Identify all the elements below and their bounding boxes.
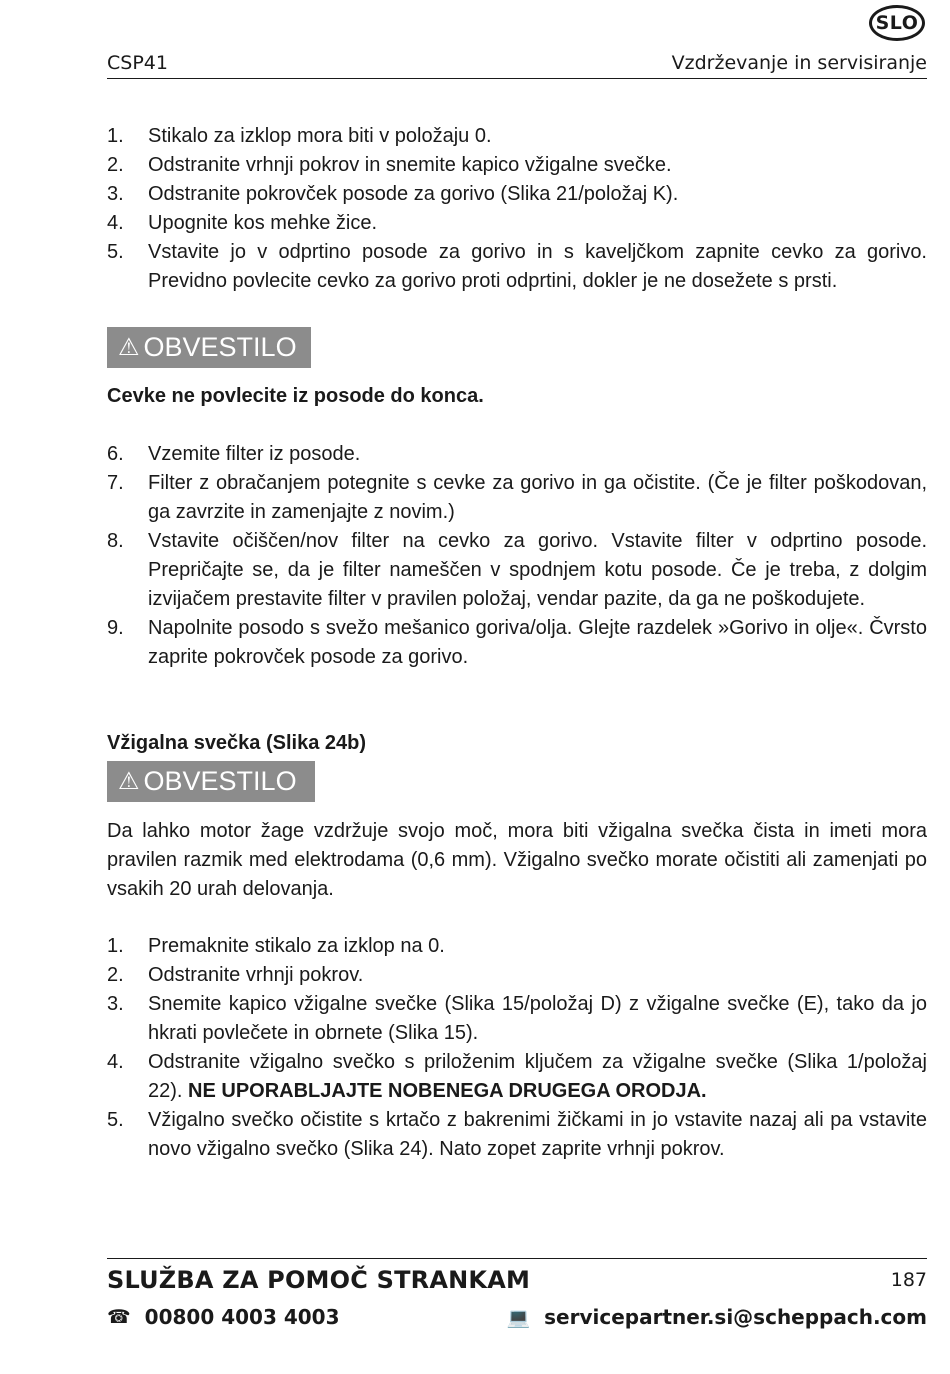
list-item bbox=[107, 932, 927, 961]
list-item bbox=[107, 527, 927, 614]
item-text: Upognite kos mehke žice. bbox=[148, 212, 378, 234]
notice-label: OBVESTILO bbox=[143, 766, 297, 796]
list-item bbox=[107, 469, 927, 527]
item-text: Odstranite pokrovček posode za gorivo (Slika 21/položaj K). bbox=[148, 183, 679, 205]
email-contact[interactable] bbox=[506, 1305, 927, 1329]
item-text: Vstavite očiščen/nov filter na cevko za gorivo. Vstavite filter v odprtino posode. Prepričajte se, da je filter nameščen v spodnjem kotu posode. Če je treba, z dolgim izvijačem prestavite filter v pravilen položaj, vendar pazite, da ga ne poškodujete. bbox=[148, 530, 927, 610]
item-number: 8. bbox=[107, 530, 124, 552]
item-number: 3. bbox=[107, 183, 124, 205]
list-item bbox=[107, 961, 927, 990]
item-number: 1. bbox=[107, 125, 124, 147]
list-item bbox=[107, 614, 927, 672]
header-divider bbox=[107, 78, 927, 79]
list-item bbox=[107, 209, 927, 238]
list-item bbox=[107, 238, 927, 296]
warning-triangle-icon: ⚠ bbox=[118, 334, 140, 361]
list-item bbox=[107, 440, 927, 469]
model-name: CSP41 bbox=[107, 52, 168, 74]
item-number: 4. bbox=[107, 1051, 124, 1073]
item-number: 3. bbox=[107, 993, 124, 1015]
notice-label: OBVESTILO bbox=[143, 332, 297, 362]
item-text: Stikalo za izklop mora biti v položaju 0. bbox=[148, 125, 492, 147]
steps-list-3 bbox=[107, 932, 927, 1164]
phone-number: 00800 4003 4003 bbox=[144, 1305, 340, 1329]
item-text: Vzemite filter iz posode. bbox=[148, 443, 361, 465]
notice-text: Cevke ne povlecite iz posode do konca. bbox=[107, 385, 484, 407]
steps-list-2 bbox=[107, 440, 927, 672]
warning-triangle-icon: ⚠ bbox=[118, 768, 140, 795]
item-number: 9. bbox=[107, 617, 124, 639]
item-text: Premaknite stikalo za izklop na 0. bbox=[148, 935, 445, 957]
list-item bbox=[107, 990, 927, 1048]
item-text: Odstranite vrhnji pokrov in snemite kapico vžigalne svečke. bbox=[148, 154, 672, 176]
list-item bbox=[107, 151, 927, 180]
item-text: Snemite kapico vžigalne svečke (Slika 15/položaj D) z vžigalne svečke (E), tako da jo hkrati povlečete in obrnete (Slika 15). bbox=[148, 993, 927, 1044]
item-text: Vstavite jo v odprtino posode za gorivo in s kaveljčkom zapnite cevko za gorivo. Previdno povlecite cevko za gorivo proti odprtini, dokler je ne dosežete s prsti. bbox=[148, 241, 927, 292]
item-number: 2. bbox=[107, 154, 124, 176]
item-number: 6. bbox=[107, 443, 124, 465]
page-number: 187 bbox=[890, 1269, 927, 1291]
item-number: 7. bbox=[107, 472, 124, 494]
item-text: Odstranite vrhnji pokrov. bbox=[148, 964, 364, 986]
list-item bbox=[107, 122, 927, 151]
section-heading: Vžigalna svečka (Slika 24b) bbox=[107, 732, 367, 754]
warning-emphasis: NE UPORABLJAJTE NOBENEGA DRUGEGA ORODJA. bbox=[188, 1080, 707, 1102]
list-item bbox=[107, 1106, 927, 1164]
list-item bbox=[107, 180, 927, 209]
footer-divider bbox=[107, 1258, 927, 1259]
item-number: 2. bbox=[107, 964, 124, 986]
language-badge: SLO bbox=[869, 5, 925, 41]
computer-icon: 💻 bbox=[506, 1306, 531, 1329]
spark-paragraph: Da lahko motor žage vzdržuje svojo moč, mora biti vžigalna svečka čista in imeti mora pravilen razmik med elektrodama (0,6 mm). Vžigalno svečko morate očistiti ali zamenjati po vsakih 20 urah delovanja. bbox=[107, 820, 927, 900]
item-text: Vžigalno svečko očistite s krtačo z bakrenimi žičkami in jo vstavite nazaj ali pa vstavite novo vžigalno svečko (Slika 24). Nato zopet zaprite vrhnji pokrov. bbox=[148, 1109, 927, 1160]
steps-list-1 bbox=[107, 122, 927, 296]
item-number: 1. bbox=[107, 935, 124, 957]
list-item bbox=[107, 1048, 927, 1106]
email-address[interactable]: servicepartner.si@scheppach.com bbox=[544, 1305, 927, 1329]
phone-contact bbox=[107, 1305, 340, 1329]
phone-icon: ☎ bbox=[107, 1306, 131, 1328]
item-number: 5. bbox=[107, 241, 124, 263]
section-title: Vzdrževanje in servisiranje bbox=[671, 52, 927, 74]
item-text: Napolnite posodo s svežo mešanico goriva/olja. Glejte razdelek »Gorivo in olje«. Čvrsto zaprite pokrovček posode za gorivo. bbox=[148, 617, 927, 668]
item-text: Filter z obračanjem potegnite s cevke za gorivo in ga očistite. (Če je filter poškodovan, ga zavrzite in zamenjajte z novim.) bbox=[148, 472, 927, 523]
item-number: 5. bbox=[107, 1109, 124, 1131]
notice-box bbox=[107, 327, 311, 368]
item-text: Odstranite vžigalno svečko s priloženim ključem za vžigalne svečke (Slika 1/položaj 22). bbox=[148, 1051, 927, 1102]
item-number: 4. bbox=[107, 212, 124, 234]
notice-box bbox=[107, 761, 315, 802]
footer-title: SLUŽBA ZA POMOČ STRANKAM bbox=[107, 1266, 531, 1294]
